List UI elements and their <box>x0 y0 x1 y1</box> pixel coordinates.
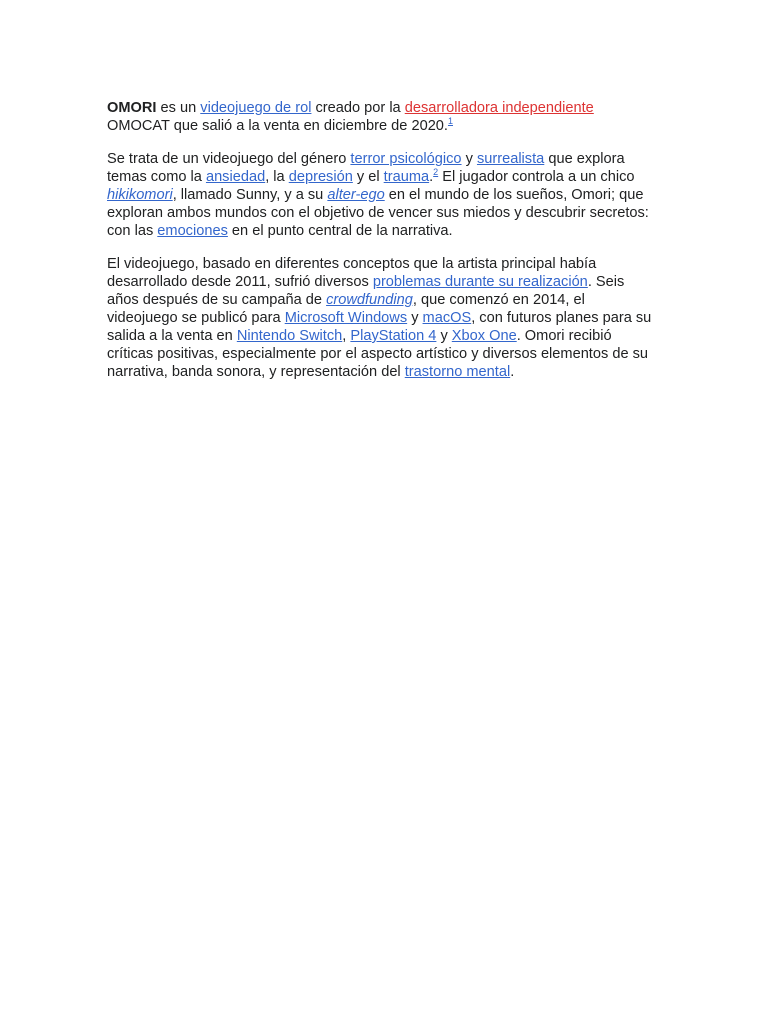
text-span: en el punto central de la narrativa. <box>227 223 453 239</box>
link-hikikomori[interactable]: hikikomori <box>107 187 173 203</box>
link-videojuego-de-rol[interactable]: videojuego de rol <box>200 100 312 116</box>
link-macos[interactable]: macOS <box>422 310 472 326</box>
link-terror-psicologico[interactable]: terror psicológico <box>350 151 462 167</box>
text-span: es un <box>156 100 201 116</box>
reference-1 <box>448 116 453 126</box>
intro-paragraph <box>107 99 652 135</box>
link-alter-ego[interactable]: alter-ego <box>327 187 385 203</box>
text-span: Se trata de un videojuego del género <box>107 151 351 167</box>
text-span: . Omori recibió críticas positivas, especialmente por el aspecto artístico y diversos elementos de su narrativa, banda sonora, y representación del <box>107 328 649 380</box>
link-playstation-4[interactable]: PlayStation 4 <box>350 328 437 344</box>
link-desarrolladora-independiente[interactable]: desarrolladora independiente <box>404 100 594 116</box>
text-span: y el <box>352 169 384 185</box>
link-surrealista[interactable]: surrealista <box>476 151 545 167</box>
link-problemas-durante-su-realizacion[interactable]: problemas durante su realización <box>372 274 588 290</box>
text-span: El videojuego, basado en diferentes conceptos que la artista principal había desarrollado desde 2011, sufrió diversos <box>107 256 597 290</box>
link-nintendo-switch[interactable]: Nintendo Switch <box>236 328 343 344</box>
text-span: , que comenzó en 2014, el videojuego se publicó para <box>107 292 585 326</box>
text-span: . <box>429 169 434 185</box>
text-span: , con futuros planes para su salida a la venta en <box>107 310 652 344</box>
text-span: El jugador controla a un chico <box>438 169 635 185</box>
link-crowdfunding[interactable]: crowdfunding <box>326 292 413 308</box>
text-span: creado por la <box>311 100 405 116</box>
text-span: en el mundo de los sueños, Omori; que exploran ambos mundos con el objetivo de vencer sus miedos y descubrir secretos: con las <box>107 187 649 239</box>
link-depresion[interactable]: depresión <box>288 169 353 185</box>
link-xbox-one[interactable]: Xbox One <box>451 328 517 344</box>
text-span: que explora temas como la <box>107 151 625 185</box>
link-trauma[interactable]: trauma <box>383 169 430 185</box>
text-span: y <box>407 310 423 326</box>
text-span: OMOCAT que salió a la venta en diciembre de 2020. <box>107 118 448 134</box>
link-ansiedad[interactable]: ansiedad <box>205 169 266 185</box>
text-span: . Seis años después de su campaña de <box>107 274 625 308</box>
link-microsoft-windows[interactable]: Microsoft Windows <box>284 310 408 326</box>
link-trastorno-mental[interactable]: trastorno mental <box>404 364 511 380</box>
article-title-bold: OMORI <box>107 100 157 116</box>
text-span: , llamado Sunny, y a su <box>172 187 328 203</box>
article-body <box>107 99 652 396</box>
reference-link-1[interactable]: 1 <box>447 116 453 126</box>
text-span: y <box>461 151 477 167</box>
link-emociones[interactable]: emociones <box>157 223 228 239</box>
text-span: y <box>436 328 452 344</box>
development-paragraph <box>107 255 652 381</box>
text-span: , la <box>265 169 289 185</box>
reference-link-2[interactable]: 2 <box>433 167 439 177</box>
text-span: , <box>342 328 351 344</box>
text-span: . <box>510 364 515 380</box>
genre-paragraph <box>107 150 652 240</box>
